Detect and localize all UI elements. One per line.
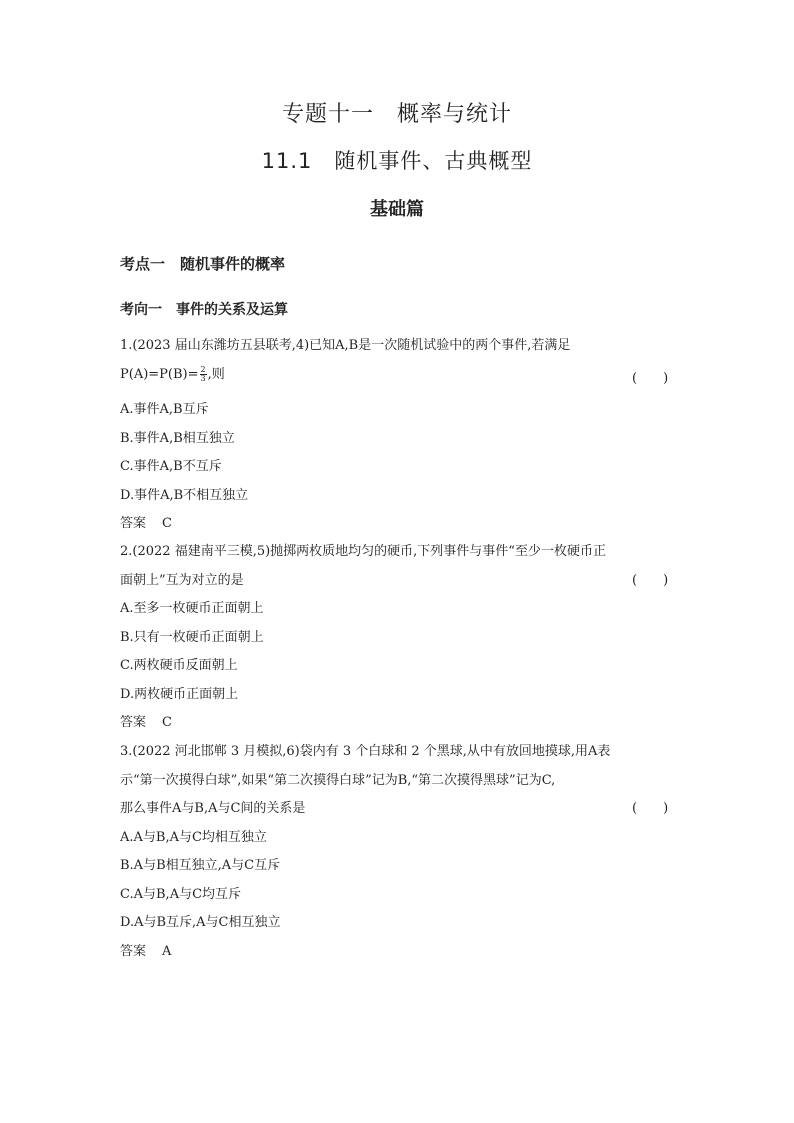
q2-answer-label: 答案 <box>120 715 147 730</box>
q2-answer-value: C <box>162 715 172 730</box>
subtopic-heading: 考向一 事件的关系及运算 <box>120 302 288 318</box>
q3-answer-value: A <box>162 944 172 959</box>
q3-answer-paren: ( ) <box>632 801 669 816</box>
q1-stem-line1: 1.(2023 届山东潍坊五县联考,4)已知A,B是一次随机试验中的两个事件,若满足 <box>120 338 571 353</box>
q1-option-d: D.事件A,B不相互独立 <box>120 488 249 503</box>
q1-answer-value: C <box>162 516 172 531</box>
topic-heading: 考点一 随机事件的概率 <box>120 255 286 273</box>
q1-stem-suffix: ,则 <box>207 367 225 382</box>
q1-answer-paren: ( ) <box>632 371 669 386</box>
q3-stem-line1: 3.(2022 河北邯郸 3 月模拟,6)袋内有 3 个白球和 2 个黑球,从中有放回地摸球,用A表 <box>120 744 611 759</box>
q2-option-d: D.两枚硬币正面朝上 <box>120 687 239 702</box>
level-title: 基础篇 <box>370 199 424 220</box>
q3-option-a: A.A与B,A与C均相互独立 <box>120 830 267 845</box>
q3-answer-label: 答案 <box>120 944 147 959</box>
q1-option-a: A.事件A,B互斥 <box>120 402 209 417</box>
q1-fraction-numerator: 2 <box>200 365 206 374</box>
q2-answer <box>120 714 172 732</box>
q3-option-d: D.A与B互斥,A与C相互独立 <box>120 915 281 930</box>
q2-option-b: B.只有一枚硬币正面朝上 <box>120 630 264 645</box>
chapter-title: 专题十一 概率与统计 <box>281 102 512 127</box>
q1-stem-prefix: P(A)=P(B)= <box>120 367 199 382</box>
q3-answer <box>120 943 171 961</box>
q3-option-b: B.A与B相互独立,A与C互斥 <box>120 858 281 873</box>
q3-stem-line3: 那么事件A与B,A与C间的关系是 <box>120 801 306 816</box>
q2-stem-line2: 面朝上”互为对立的是 <box>120 573 244 588</box>
q1-fraction-denominator: 3 <box>200 374 206 383</box>
q2-option-c: C.两枚硬币反面朝上 <box>120 658 238 673</box>
q1-option-b: B.事件A,B相互独立 <box>120 431 235 446</box>
q2-option-a: A.至多一枚硬币正面朝上 <box>120 601 264 616</box>
q1-fraction <box>200 366 207 383</box>
q1-answer <box>120 515 172 533</box>
q1-stem-line2 <box>120 366 225 384</box>
q2-answer-paren: ( ) <box>632 573 669 588</box>
q2-stem-line1: 2.(2022 福建南平三模,5)抛掷两枚质地均匀的硬币,下列事件与事件“至少一枚硬币正 <box>120 544 606 559</box>
q1-answer-label: 答案 <box>120 516 147 531</box>
q3-stem-line2: 示“第一次摸得白球”,如果“第二次摸得白球”记为B,“第二次摸得黑球”记为C, <box>120 773 556 788</box>
q3-option-c: C.A与B,A与C均互斥 <box>120 887 242 902</box>
section-title: 11.1 随机事件、古典概型 <box>261 149 533 173</box>
q1-option-c: C.事件A,B不互斥 <box>120 459 222 474</box>
